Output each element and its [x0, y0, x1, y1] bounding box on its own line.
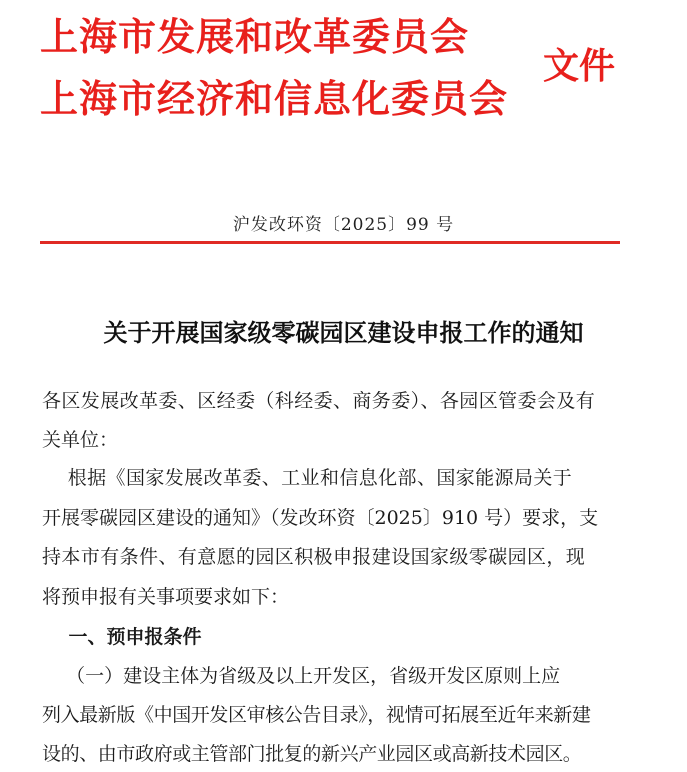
paragraph-line: 根据《国家发展改革委、工业和信息化部、国家能源局关于 [42, 467, 573, 489]
paragraph-line: 持本市有条件、有意愿的园区积极申报建设国家级零碳园区，现 [42, 546, 586, 568]
issuing-org-2: 上海市经济和信息化委员会 [40, 76, 509, 121]
addressee-line: 关单位： [42, 429, 119, 451]
section-heading: 一、预申报条件 [42, 626, 202, 648]
issuing-org-1: 上海市发展和改革委员会 [40, 14, 470, 59]
paragraph-line: 将预申报有关事项要求如下： [42, 586, 290, 608]
document-number: 沪发改环资〔2025〕99 号 [232, 215, 455, 235]
item-line: 设的、由市政府或主管部门批复的新兴产业园区或高新技术园区。 [42, 743, 582, 765]
document-title: 关于开展国家级零碳园区建设申报工作的通知 [103, 319, 584, 347]
item-line: 列入最新版《中国开发区审核公告目录》，视情可拓展至近年来新建 [42, 704, 591, 726]
paragraph-line: 开展零碳园区建设的通知》（发改环资〔2025〕910 号）要求，支 [42, 507, 599, 529]
addressee-line: 各区发展改革委、区经委（科经委、商务委）、各园区管委会及有 [42, 390, 596, 412]
item-line: （一）建设主体为省级及以上开发区，省级开发区原则上应 [42, 665, 561, 687]
document-body [42, 0, 632, 772]
document-type-label: 文件 [543, 45, 616, 87]
